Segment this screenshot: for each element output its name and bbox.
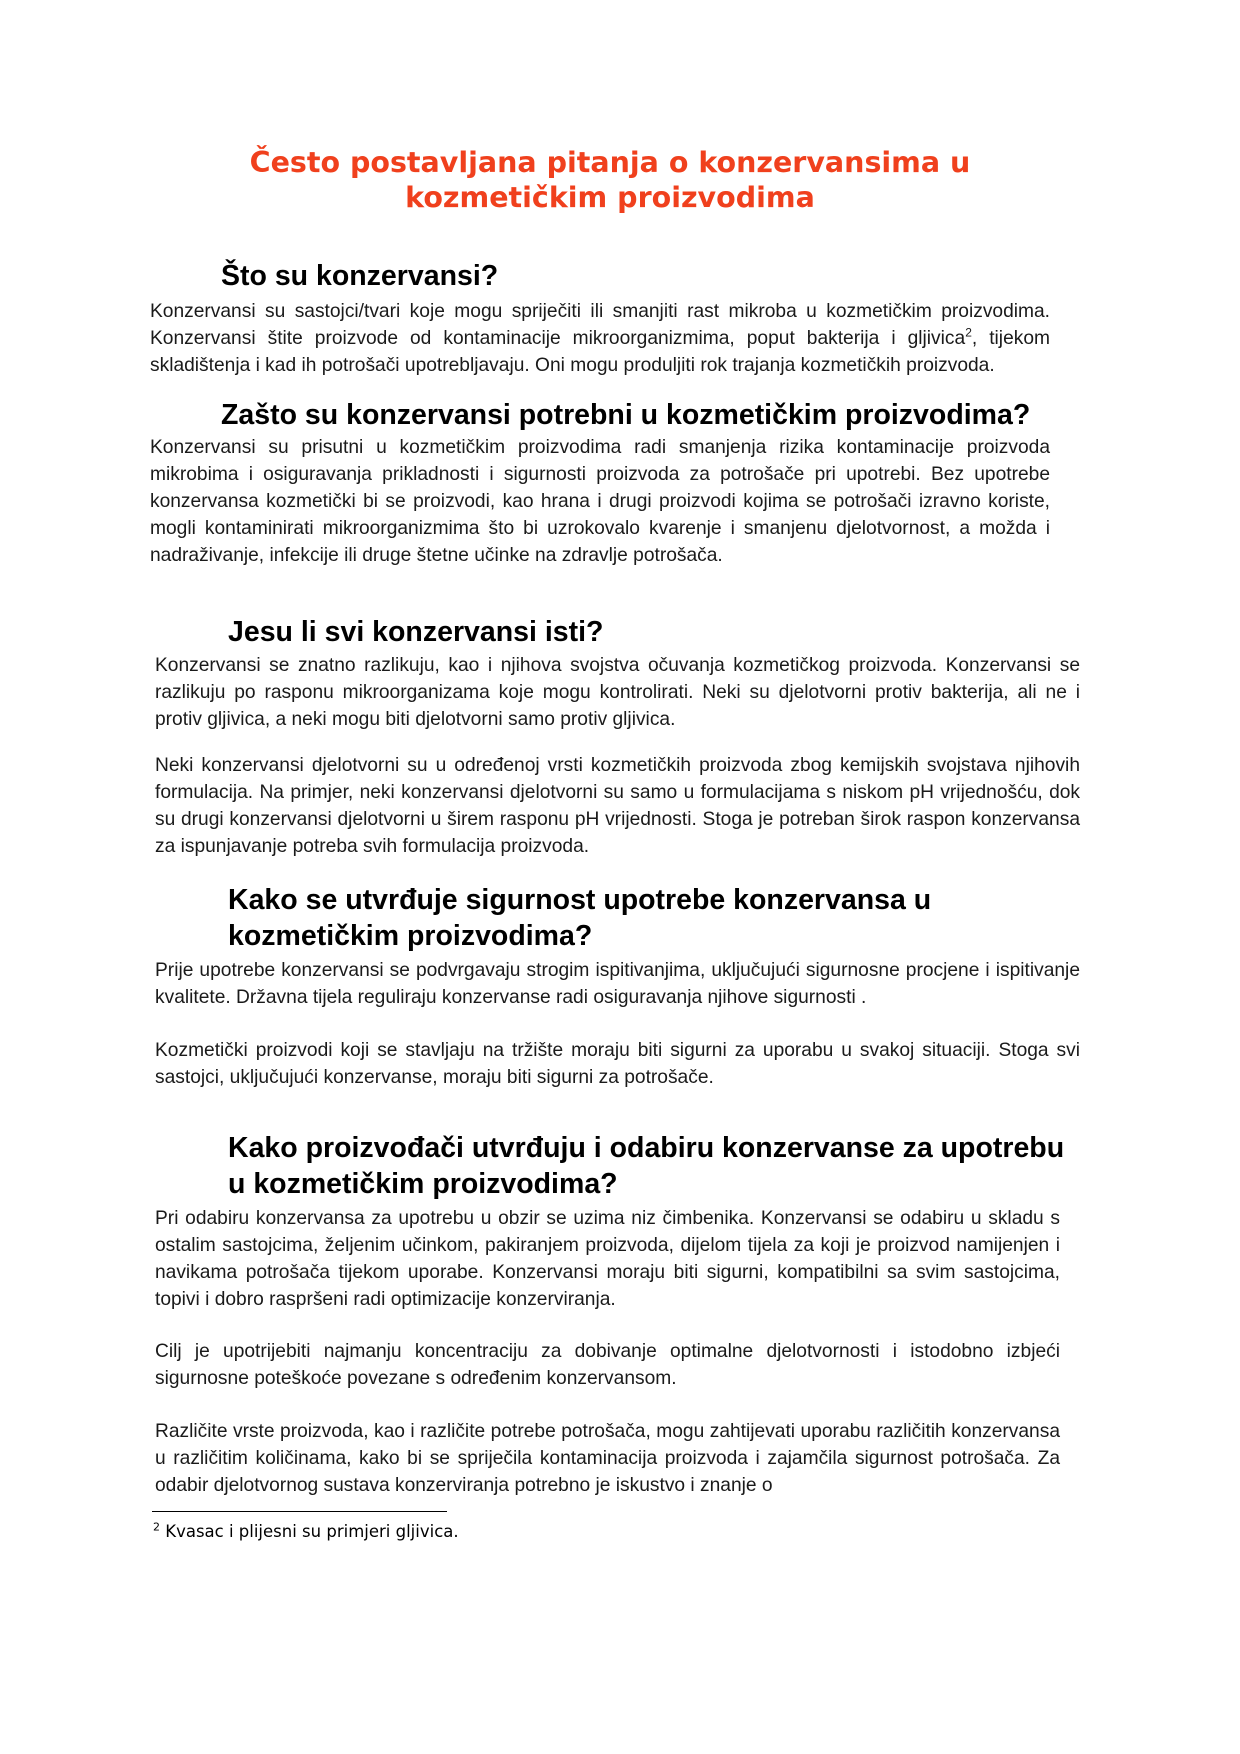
footnote-separator bbox=[152, 1511, 447, 1512]
section-heading-selection: Kako proizvođači utvrđuju i odabiru konzervanse za upotrebu u kozmetičkim proizvodima? bbox=[228, 1132, 1065, 1200]
page-title: Često postavljana pitanja o konzervansima u kozmetičkim proizvodima bbox=[249, 146, 971, 214]
section-heading-safety: Kako se utvrđuje sigurnost upotrebe konzervansa u kozmetičkim proizvodima? bbox=[228, 884, 932, 952]
section-paragraph: Kozmetički proizvodi koji se stavljaju na tržište moraju biti sigurni za uporabu u svakoj situaciji. Stoga svi sastojci, uključujući konzervanse, moraju biti sigurni za potrošače. bbox=[155, 1040, 1080, 1088]
section-heading-what-are-preservatives: Što su konzervansi? bbox=[221, 260, 499, 292]
footnote bbox=[153, 1521, 459, 1543]
footnote-ref[interactable]: 2 bbox=[965, 325, 972, 340]
footnote-text: Kvasac i plijesni su primjeri gljivica. bbox=[160, 1522, 459, 1541]
section-paragraph: Konzervansi se znatno razlikuju, kao i njihova svojstva očuvanja kozmetičkog proizvoda. Konzervansi se razlikuju po rasponu mikroorganizama koje mogu kontrolirati. Neki su djelotvorni protiv bakterija, ali ne i protiv gljivica, a neki mogu biti djelotvorni samo protiv gljivica. bbox=[155, 655, 1080, 730]
section-paragraph: Konzervansi su prisutni u kozmetičkim proizvodima radi smanjenja rizika kontaminacije proizvoda mikrobima i osiguravanja prikladnosti i sigurnosti proizvoda za potrošače pri upotrebi. Bez upotrebe konzervansa kozmetički bi se proizvodi, kao hrana i drugi proizvodi kojima se potrošači izravno koriste, mogli kontaminirati mikroorganizmima što bi uzrokovalo kvarenje i smanjenu djelotvornost, a možda i nadraživanje, infekcije ili druge štetne učinke na zdravlje potrošača. bbox=[150, 437, 1050, 566]
section-paragraph bbox=[150, 298, 1050, 379]
section-paragraph: Različite vrste proizvoda, kao i različite potrebe potrošača, mogu zahtijevati uporabu različitih konzervansa u različitim količinama, kako bi se spriječila kontaminacija proizvoda i zajamčila sigurnost potrošača. Za odabir djelotvornog sustava konzerviranja potrebno je iskustvo i znanje o bbox=[155, 1421, 1060, 1496]
section-heading-are-all-same: Jesu li svi konzervansi isti? bbox=[228, 616, 604, 648]
section-paragraph: Neki konzervansi djelotvorni su u određenoj vrsti kozmetičkih proizvoda zbog kemijskih svojstava njihovih formulacija. Na primjer, neki konzervansi djelotvorni su samo u formulacijama s niskom pH vrijednošću, dok su drugi konzervansi djelotvorni u širem rasponu pH vrijednosti. Stoga je potreban širok raspon konzervansa za ispunjavanje potreba svih formulacija proizvoda. bbox=[155, 755, 1080, 857]
section-paragraph: Pri odabiru konzervansa za upotrebu u obzir se uzima niz čimbenika. Konzervansi se odabiru u skladu s ostalim sastojcima, željenim učinkom, pakiranjem proizvoda, dijelom tijela za koji je proizvod namijenjen i navikama potrošača tijekom uporabe. Konzervansi moraju biti sigurni, kompatibilni sa svim sastojcima, topivi i dobro raspršeni radi optimizacije konzerviranja. bbox=[155, 1208, 1060, 1310]
footnote-number: 2 bbox=[153, 1520, 160, 1534]
paragraph-text: Konzervansi su sastojci/tvari koje mogu spriječiti ili smanjiti rast mikroba u kozmetičkim proizvodima. Konzervansi štite proizvode od kontaminacije mikroorganizmima, poput bakterija i gljivica bbox=[150, 301, 1050, 349]
section-paragraph: Cilj je upotrijebiti najmanju koncentraciju za dobivanje optimalne djelotvornosti i istodobno izbjeći sigurnosne poteškoće povezane s određenim konzervansom. bbox=[155, 1341, 1060, 1389]
section-paragraph: Prije upotrebe konzervansi se podvrgavaju strogim ispitivanjima, uključujući sigurnosne procjene i ispitivanje kvalitete. Državna tijela reguliraju konzervanse radi osiguravanja njihove sigurnosti . bbox=[155, 960, 1080, 1008]
section-heading-why-needed: Zašto su konzervansi potrebni u kozmetičkim proizvodima? bbox=[221, 399, 1031, 431]
paragraph-text: , tijekom skladištenja i kad ih potrošači upotrebljavaju. Oni mogu produljiti rok trajanja kozmetičkih proizvoda. bbox=[150, 328, 1050, 376]
